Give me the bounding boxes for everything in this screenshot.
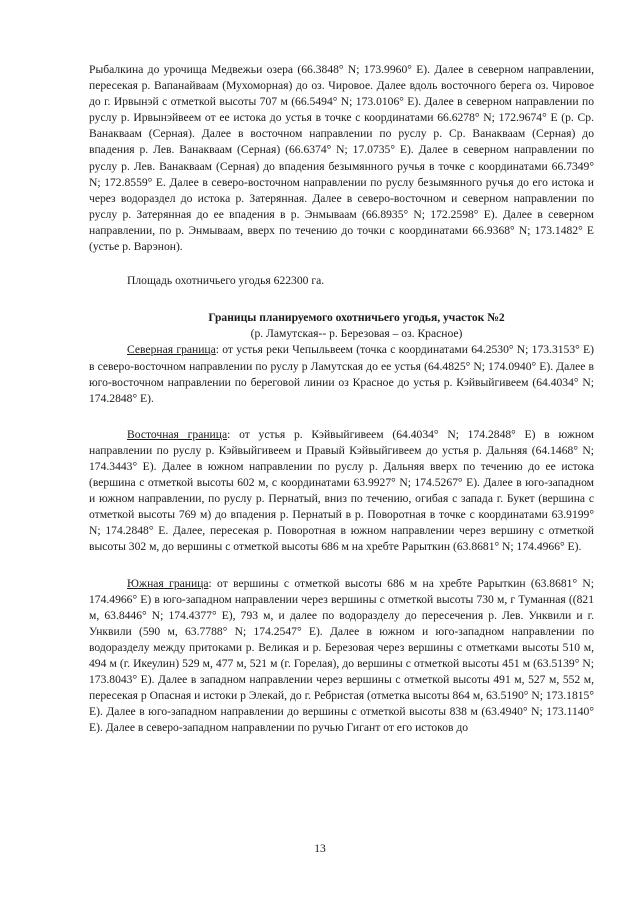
north-boundary-label: Северная граница xyxy=(127,343,216,357)
east-boundary-text: : от устья р. Кэйвыйгивеем (64.4034° N; 174.2848° E) в южном направлении по руслу р. Кэйвыйгивеем и Правый Кэйвыйгивеем до устья р. Дальняя (64.1468° N; 174.3443° E). Далее в южном направлении по руслу р. Дальняя вверх по течению до ее истока (вершина с отметкой высоты 602 м, с координатами 63.9927° N; 174.5267° E). Далее в юго-западном и южном направлении, по руслу р. Пернатый, вниз по течению, огибая с запада г. Букет (вершина с отметкой высоты 769 м) до впадения р. Пернатый в р. Поворотная в точке с координатами 63.9199° N; 174.2848° E. Далее, пересекая р. Поворотная в южном направлении через вершину с отметкой высоты 302 м, до вершины с отметкой высоты 686 м на хребте Рарыткин (63.8681° N; 174.4966° E). xyxy=(89,427,594,554)
section-title: Границы планируемого охотничьего угодья, участок №2 xyxy=(208,311,505,325)
east-boundary-paragraph xyxy=(89,427,594,556)
south-boundary-text: : от вершины с отметкой высоты 686 м на хребте Рарыткин (63.8681° N; 174.4966° E) в юго-западном направлении через вершины с отметкой высоты 730 м, г Туманная ((821 м, 63.8446° N; 174.4377° E), 793 м, и далее по водоразделу до пересечения р. Лев. Унквили и г. Унквили (590 м, 63.7788° N; 174.2547° E). Далее в южном и юго-западном направлении по водоразделу между притоками р. Великая и р. Березовая через вершины с отметками высоты 510 м, 494 м (г. Икеулин) 529 м, 477 м, 521 м (г. Горелая), до вершины с отметкой высоты 451 м (63.5139° N; 173.8043° E). Далее в западном направлении через вершины с отметкой высоты 491 м, 527 м, 552 м, пересекая р Опасная и истоки р Элекай, до г. Ребристая (отметка высоты 864 м, 63.5190° N; 173.1815° E). Далее в юго-западном направлении до вершины с отметкой высоты 838 м (63.4940° N; 173.1140° E). Далее в северо-западном направлении по ручью Гигант от его истоков до xyxy=(89,576,594,735)
north-boundary-text: : от устья реки Чепыльвеем (точка с координатами 64.2530° N; 173.3153° E) в северо-восточном направлении по руслу р Ламутская до ее устья (64.4825° N; 174.0940° E). Далее в юго-восточном направлении по береговой линии оз Красное до устья р. Кэйвыйгивеем (64.4034° N; 174.2848° E). xyxy=(89,343,594,405)
paragraph-continuation: Рыбалкина до урочища Медвежьи озера (66.3848° N; 173.9960° E). Далее в северном направлении, пересекая р. Вапанайваам (Мухоморная) до оз. Чировое. Далее вдоль восточного берега оз. Чировое до г. Ирвынэй с отметкой высоты 707 м (66.5494° N; 173.0106° E). Далее в северном направлении по руслу р. Ирвынэйвеем от ее истока до устья в точке с координатами 66.6278° N; 172.9674° E (р. Ср. Ванакваам (Серная). Далее в восточном направлении по руслу р. Ср. Ванакваам (Серная) до впадения р. Лев. Ванакваам (Серная) (66.6374° N; 17.0735° E). Далее в северном направлении по руслу р. Лев. Ванакваам (Серная) до впадения безымянного ручья в точке с координатами 66.7349° N; 172.8559° E. Далее в северо-восточном направлении по руслу безымянного ручья до его истока и через водораздел до истока р. Затерянная. Далее в северо-восточном и северном направлении по руслу р. Затерянная до ее впадения в р. Энмываам (66.8935° N; 172.2598° E). Далее в северном направлении, по р. Энмываам, вверх по течению до точки с координатами 66.9368° N; 173.1482° E (устье р. Варэнон). xyxy=(89,63,594,254)
east-boundary-label: Восточная граница xyxy=(127,427,228,441)
area-statement: Площадь охотничьего угодья 622300 га. xyxy=(127,274,325,288)
section-subtitle: (р. Ламутская-- р. Березовая – оз. Красное) xyxy=(250,327,463,341)
south-boundary-paragraph xyxy=(89,576,594,737)
page-number: 13 xyxy=(314,842,326,855)
document-page xyxy=(89,62,594,736)
north-boundary-paragraph xyxy=(89,342,594,406)
south-boundary-label: Южная граница xyxy=(127,576,209,590)
